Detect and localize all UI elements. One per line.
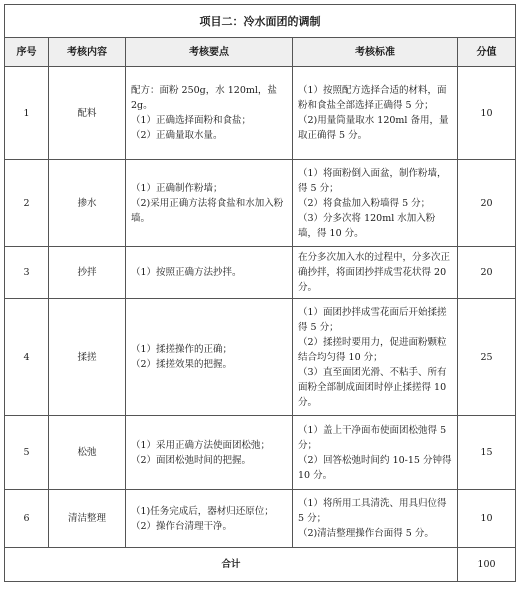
- standard-line: （3）分多次将 120ml 水加入粉墙，得 10 分。: [298, 212, 436, 239]
- point-line: （2）揉搓效果的把握。: [131, 359, 233, 370]
- point-line: （1）揉搓操作的正确；: [131, 344, 233, 355]
- standard-line: （2）将食盐加入粉墙得 5 分；: [298, 197, 431, 209]
- row-standard: [293, 247, 458, 299]
- point-line: （1）正确选择面粉和食盐；: [131, 115, 252, 126]
- row-item: 揉搓: [49, 299, 126, 416]
- header-score: 分值: [458, 38, 516, 67]
- table-row: [5, 490, 516, 548]
- standard-line: （2)清洁整理操作台面得 5 分。: [298, 528, 434, 539]
- standard-line: （2）回答松弛时间约 10-15 分钟得 10 分。: [298, 454, 452, 481]
- row-score: 10: [458, 490, 516, 548]
- row-no: 4: [5, 299, 49, 416]
- point-line: （1）采用正确方法使面团松弛；: [131, 439, 271, 451]
- point-line: （2）操作台清理干净。: [131, 520, 233, 532]
- row-points: [126, 67, 293, 160]
- row-item: 配料: [49, 67, 126, 160]
- point-line: （1）正确制作粉墙；: [131, 182, 223, 194]
- assessment-table: [4, 4, 516, 582]
- row-no: 3: [5, 247, 49, 299]
- row-no: 5: [5, 416, 49, 490]
- point-line: 配方：面粉 250g，水 120ml，盐 2g。: [131, 85, 277, 111]
- table-title: 项目二：冷水面团的调制: [5, 5, 516, 38]
- point-line: （1）按照正确方法抄拌。: [131, 267, 242, 278]
- row-standard: [293, 416, 458, 490]
- row-points: [126, 416, 293, 490]
- standard-line: （1）按照配方选择合适的材料，面粉和食盐全部选择正确得 5 分；: [298, 85, 447, 111]
- point-line: （2）面团松弛时间的把握。: [131, 454, 252, 466]
- table-row: [5, 67, 516, 160]
- header-points: 考核要点: [126, 38, 293, 67]
- row-no: 2: [5, 160, 49, 247]
- row-standard: [293, 160, 458, 247]
- row-item: 掺水: [49, 160, 126, 247]
- row-score: 20: [458, 247, 516, 299]
- row-no: 6: [5, 490, 49, 548]
- total-row: [5, 548, 516, 582]
- row-no: 1: [5, 67, 49, 160]
- standard-line: （1）将面粉倒入面盆，制作粉墙，得 5 分；: [298, 167, 447, 194]
- table-row: [5, 247, 516, 299]
- header-no: 序号: [5, 38, 49, 67]
- row-score: 20: [458, 160, 516, 247]
- total-value: 100: [458, 548, 516, 582]
- row-score: 15: [458, 416, 516, 490]
- row-points: [126, 299, 293, 416]
- standard-line: （1）盖上干净面布使面团松弛得 5 分；: [298, 424, 447, 451]
- point-line: （1)任务完成后，器材归还原位；: [131, 505, 274, 517]
- row-score: 10: [458, 67, 516, 160]
- table-row: [5, 160, 516, 247]
- header-standard: 考核标准: [293, 38, 458, 67]
- standard-line: （3）直至面团光滑、不粘手、所有面粉全部制成面团时停止揉搓得 10 分。: [298, 366, 447, 408]
- row-item: 松弛: [49, 416, 126, 490]
- row-points: [126, 247, 293, 299]
- table-row: [5, 299, 516, 416]
- header-item: 考核内容: [49, 38, 126, 67]
- total-label: 合计: [5, 548, 458, 582]
- standard-line: （2）揉搓时要用力，促进面粉颗粒结合均匀得 10 分；: [298, 336, 447, 363]
- standard-line: 在分多次加入水的过程中，分多次正确抄拌，将面团抄拌成雪花状得 20 分。: [298, 252, 451, 293]
- standard-line: （1）面团抄拌成雪花面后开始揉搓得 5 分；: [298, 306, 447, 333]
- point-line: （2）正确量取水量。: [131, 130, 223, 141]
- row-item: 清洁整理: [49, 490, 126, 548]
- table-row: [5, 416, 516, 490]
- row-points: [126, 160, 293, 247]
- row-item: 抄拌: [49, 247, 126, 299]
- row-points: [126, 490, 293, 548]
- row-score: 25: [458, 299, 516, 416]
- row-standard: [293, 299, 458, 416]
- standard-line: （2)用量筒量取水 120ml 备用，量取正确得 5 分。: [298, 115, 449, 141]
- row-standard: [293, 490, 458, 548]
- point-line: （2)采用正确方法将食盐和水加入粉墙。: [131, 197, 284, 224]
- row-standard: [293, 67, 458, 160]
- standard-line: （1）将所用工具清洗、用具归位得 5 分；: [298, 498, 447, 524]
